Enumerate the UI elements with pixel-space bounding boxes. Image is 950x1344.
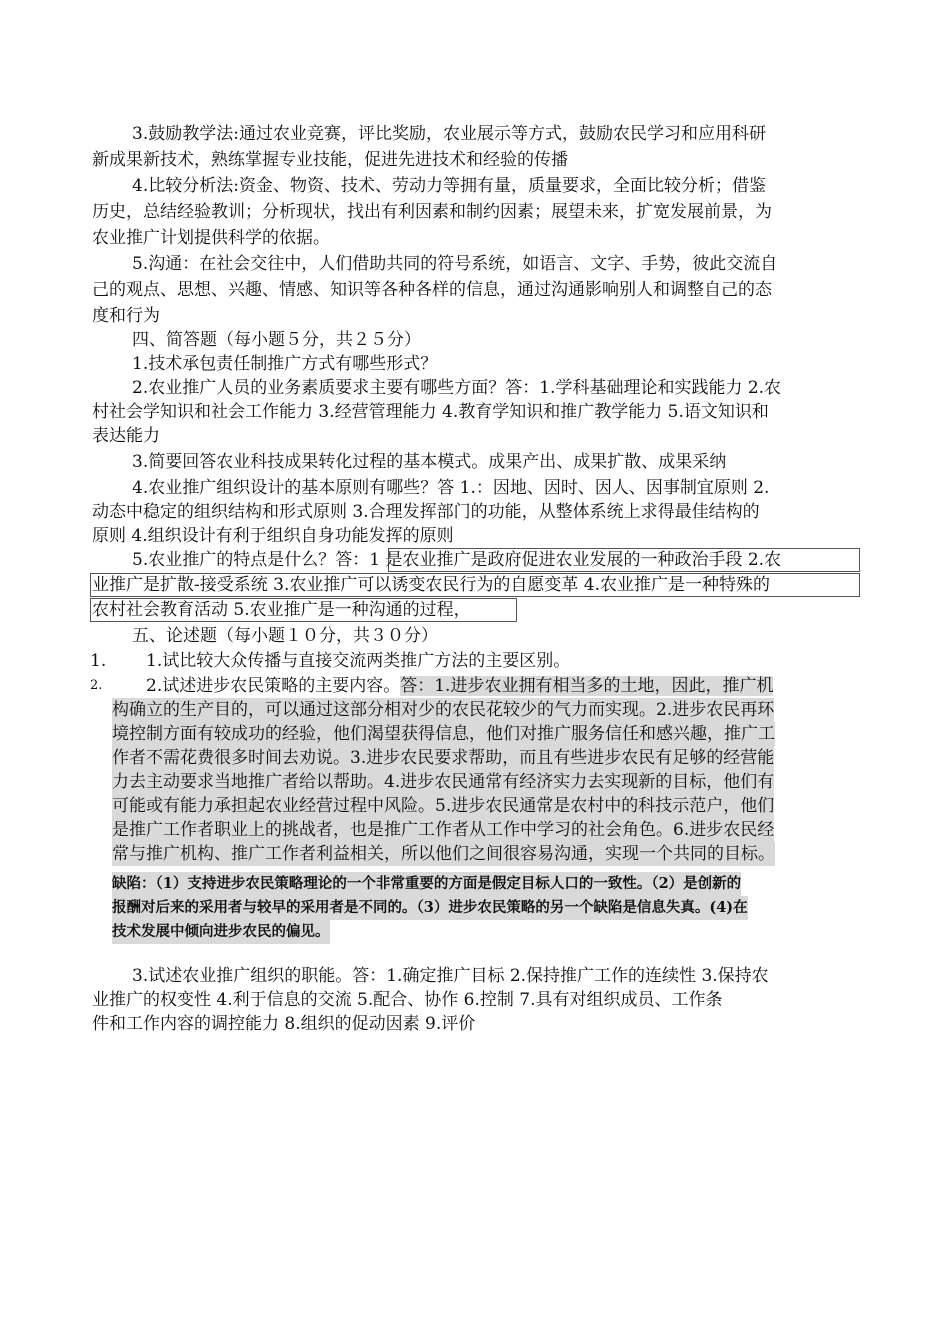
- paragraph-line: 历史，总结经验教训；分析现状，找出有利因素和制约因素；展望未来，扩宽发展前景，为: [92, 202, 772, 222]
- question-line: 3.试述农业推广组织的职能。答：1.确定推广目标 2.保持推广工作的连续性 3.保持农: [132, 966, 769, 986]
- question-text: 5.农业推广的特点是什么？: [132, 550, 336, 570]
- paragraph-line: 4.比较分析法:资金、物资、技术、劳动力等拥有量，质量要求，全面比较分析；借鉴: [132, 176, 766, 196]
- section-heading: 五、论述题（每小题１０分，共３０分）: [132, 626, 438, 646]
- defect-line: 缺陷：（1）支持进步农民策略理论的一个非常重要的方面是假定目标人口的一致性。（2）是创新的: [112, 872, 741, 896]
- answer-line: 可能或有能力承担起农业经营过程中风险。5.进步农民通常是农村中的科技示范户，他们: [112, 796, 775, 816]
- defect-line: 技术发展中倾向进步农民的偏见。: [112, 920, 330, 944]
- section-heading: 四、简答题（每小题５分，共２５分）: [132, 330, 421, 350]
- question-line: 2.农业推广人员的业务素质要求主要有哪些方面？答：1.学科基础理论和实践能力 2.农: [132, 378, 782, 398]
- defect-line: 报酬对后来的采用者与较早的采用者是不同的。（3）进步农民策略的另一个缺陷是信息失真。(4)在: [112, 896, 748, 920]
- paragraph-line: 农业推广计划提供科学的依据。: [92, 228, 330, 248]
- question-line: 4.农业推广组织设计的基本原则有哪些？答 1.：因地、因时、因人、因事制宜原则 2.: [132, 478, 770, 498]
- paragraph-line: 度和行为: [92, 306, 160, 326]
- question-line: 1.技术承包责任制推广方式有哪些形式？: [132, 354, 438, 374]
- answer-line: 是推广工作者职业上的挑战者，也是推广工作者从工作中学习的社会角色。6.进步农民经: [112, 820, 775, 840]
- question-line: 动态中稳定的组织结构和形式原则 3.合理发挥部门的功能，从整体系统上求得最佳结构的: [92, 502, 760, 522]
- list-item: 1.试比较大众传播与直接交流两类推广方法的主要区别。: [146, 651, 571, 671]
- question-line: [132, 548, 781, 572]
- paragraph-line: 新成果新技术，熟练掌握专业技能，促进先进技术和经验的传播: [92, 150, 568, 170]
- question-text: 2.试述进步农民策略的主要内容。: [146, 676, 401, 696]
- answer-line: 境控制方面有较成功的经验，他们渴望获得信息，他们对推广服务信任和感兴趣，推广工: [112, 724, 775, 744]
- answer-line: 业推广是扩散-接受系统 3.农业推广可以诱变农民行为的自愿变革 4.农业推广是一种特殊的: [92, 575, 770, 595]
- answer-line: 力去主动要求当地推广者给以帮助。4.进步农民通常有经济实力去实现新的目标，他们有: [112, 772, 775, 792]
- paragraph-line: 3.鼓励教学法:通过农业竞赛，评比奖励，农业展示等方式，鼓励农民学习和应用科研: [132, 124, 766, 144]
- paragraph-line: 5.沟通：在社会交往中，人们借助共同的符号系统，如语言、文字、手势，彼此交流自: [132, 254, 778, 274]
- list-number: 2.: [90, 678, 103, 693]
- question-line: 村社会学知识和社会工作能力 3.经营管理能力 4.教育学知识和推广教学能力 5.语文知识和: [92, 402, 769, 422]
- answer-text: 答：1 是农业推广是政府促进农业发展的一种政治手段 2.农: [335, 550, 782, 570]
- answer-text: 答：1.进步农业拥有相当多的土地，因此，推广机: [400, 676, 774, 696]
- list-number: 1.: [90, 651, 107, 671]
- question-line: 件和工作内容的调控能力 8.组织的促动因素 9.评价: [92, 1014, 476, 1034]
- answer-line: 农村社会教育活动 5.农业推广是一种沟通的过程，: [92, 600, 471, 620]
- question-line: 3.简要回答农业科技成果转化过程的基本模式。成果产出、成果扩散、成果采纳: [132, 452, 727, 472]
- paragraph-line: 己的观点、思想、兴趣、情感、知识等各种各样的信息，通过沟通影响别人和调整自己的态: [92, 280, 772, 300]
- question-line: 原则 4.组织设计有利于组织自身功能发挥的原则: [92, 526, 454, 546]
- answer-line: 构确立的生产目的，可以通过这部分相对少的农民花较少的气力而实现。2.进步农民再环: [112, 700, 775, 720]
- list-item: [146, 674, 773, 698]
- answer-line: 常与推广机构、推广工作者利益相关，所以他们之间很容易沟通，实现一个共同的目标。: [112, 844, 775, 864]
- question-line: 表达能力: [92, 426, 160, 446]
- answer-line: 作者不需花费很多时间去劝说。3.进步农民要求帮助，而且有些进步农民有足够的经营能: [112, 748, 775, 768]
- question-line: 业推广的权变性 4.利于信息的交流 5.配合、协作 6.控制 7.具有对组织成员、工作条: [92, 990, 723, 1010]
